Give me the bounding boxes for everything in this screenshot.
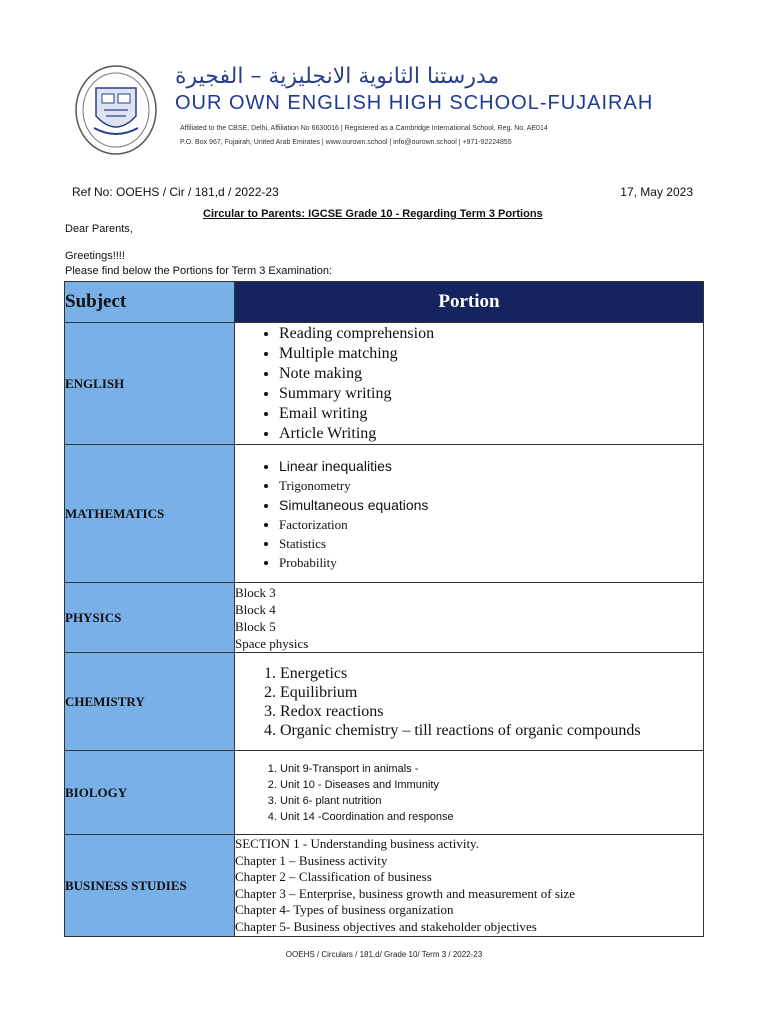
reference-number: Ref No: OOEHS / Cir / 181,d / 2022-23 <box>72 185 279 199</box>
table-row-chemistry <box>65 653 704 751</box>
list-item: • Probability <box>279 553 703 572</box>
intro-text: Please find below the Portions for Term 3 Examination: <box>65 265 332 277</box>
list-item: 4. Unit 14 -Coordination and response <box>280 809 703 825</box>
letter-date: 17, May 2023 <box>620 185 693 199</box>
list-item: 1. Energetics <box>280 664 703 683</box>
list-item: 2. Unit 10 - Diseases and Immunity <box>280 777 703 793</box>
affiliation-line: Affiliated to the CBSE, Delhi, Affiliation No 6630016 | Registered as a Cambridge International School, Reg. No. AE014 <box>180 125 548 132</box>
list-item: • Statistics <box>279 534 703 553</box>
subject-cell: CHEMISTRY <box>65 653 235 751</box>
list-item: • Simultaneous equations <box>279 495 703 515</box>
subject-cell: PHYSICS <box>65 583 235 653</box>
list-item: Space physics <box>235 635 309 651</box>
portions-table <box>64 281 704 937</box>
subject-cell: BIOLOGY <box>65 751 235 835</box>
list-item: • Linear inequalities <box>279 456 703 476</box>
list-item: Chapter 3 – Enterprise, business growth and measurement of size <box>235 885 576 901</box>
subject-cell: ENGLISH <box>65 323 235 445</box>
list-item: • Trigonometry <box>279 476 703 495</box>
portion-list <box>235 664 703 740</box>
portion-cell <box>235 751 704 835</box>
address-line: P.O. Box 967, Fujairah, United Arab Emirates | www.ourown.school | info@ourown.school | +971-92224855 <box>180 139 512 146</box>
list-item: Block 4 <box>235 601 276 617</box>
list-item: 1. Unit 9-Transport in animals - <box>280 761 703 777</box>
school-name-arabic: مدرستنا الثانوية الانجليزية – الفجيرة <box>175 64 500 89</box>
portion-cell <box>235 323 704 445</box>
list-item: • Email writing <box>279 404 703 424</box>
list-item: Chapter 2 – Classification of business <box>235 869 432 884</box>
portion-cell <box>235 583 704 653</box>
list-item: SECTION 1 - Understanding business activity. <box>235 836 479 851</box>
salutation: Dear Parents, <box>65 223 133 235</box>
table-row-mathematics <box>65 445 704 583</box>
list-item: • Summary writing <box>279 384 703 404</box>
list-item: • Note making <box>279 364 703 384</box>
list-item: • Multiple matching <box>279 344 703 364</box>
list-item: Chapter 5- Business objectives and stakeholder objectives <box>235 918 537 934</box>
page-footer: OOEHS / Circulars / 181,d/ Grade 10/ Term 3 / 2022-23 <box>285 950 483 959</box>
list-item: • Article Writing <box>279 424 703 444</box>
list-item: 3. Unit 6- plant nutrition <box>280 793 703 809</box>
portion-list <box>235 761 703 825</box>
subject-cell: MATHEMATICS <box>65 445 235 583</box>
portion-cell <box>235 445 704 583</box>
list-item: Block 3 <box>235 584 276 600</box>
table-row-business-studies <box>65 835 704 937</box>
school-name: OUR OWN ENGLISH HIGH SCHOOL-FUJAIRAH <box>175 92 654 114</box>
subject-column-header: Subject <box>65 282 235 323</box>
list-item: Block 5 <box>235 618 276 634</box>
circular-title: Circular to Parents: IGCSE Grade 10 - Regarding Term 3 Portions <box>203 208 543 220</box>
portion-list <box>235 324 703 444</box>
portion-list <box>235 456 703 572</box>
table-row-biology <box>65 751 704 835</box>
subject-cell: BUSINESS STUDIES <box>65 835 235 937</box>
portion-column-header: Portion <box>235 282 704 323</box>
greeting: Greetings!!!! <box>65 250 125 262</box>
list-item: 2. Equilibrium <box>280 683 703 702</box>
table-header-row <box>65 282 704 323</box>
list-item: • Reading comprehension <box>279 324 703 344</box>
table-row-physics <box>65 583 704 653</box>
list-item: • Factorization <box>279 515 703 534</box>
list-item: Chapter 1 – Business activity <box>235 852 388 868</box>
table-row-english <box>65 323 704 445</box>
list-item: Chapter 4- Types of business organization <box>235 902 454 917</box>
list-item: 3. Redox reactions <box>280 702 703 721</box>
school-crest-icon <box>74 64 158 156</box>
list-item: 4. Organic chemistry – till reactions of organic compounds <box>280 721 703 740</box>
portion-cell <box>235 835 704 937</box>
portion-cell <box>235 653 704 751</box>
